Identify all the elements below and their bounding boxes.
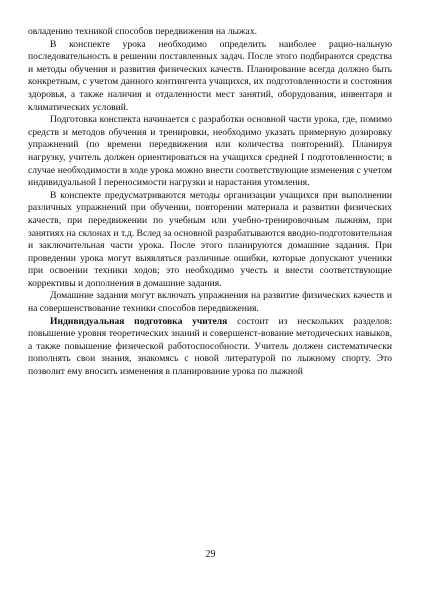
paragraph-2 (28, 39, 392, 115)
paragraph-6-term: Индивидуальная подготовка учителя (50, 315, 228, 327)
paragraph-1 (28, 26, 392, 39)
paragraph-5 (28, 290, 392, 315)
paragraph-1-text: овладению техникой способов передвижения на лыжах. (28, 26, 258, 37)
paragraph-5-text: Домашние задания могут включать упражнения на развитие физических качеств и на совершенствование техники способов передвижения. (28, 290, 392, 315)
paragraph-4-text: В конспекте предусматриваются методы организации учащихся при выполнении различных упражнений при обучении, повторении материала и развитии физических качеств, при передвижении по учебным или учебно-тренировочным лыжням, при занятиях на склонах и т.д. Вслед за основной разрабатываются вводно-подготовительная и заключительная части урока. После этого планируются домашние задания. При проведении урока могут выявляться различные ошибки, которые допускают ученики при освоении техники ходов; это необходимо учесть и внести соответствующие коррективы и дополнения в домашние задания. (28, 189, 392, 289)
paragraph-4 (28, 190, 392, 291)
page-body (28, 26, 392, 379)
page-number: 29 (205, 549, 216, 560)
paragraph-3-text: Подготовка конспекта начинается с разработки основной части урока, где, помимо средств и методов обучения и тренировки, необходимо указать примерную дозировку упражнений (по времени передвижения или количества повторений). Планируя нагрузку, учитель должен ориентироваться на учащихся средней I подготовленности; в случае необходимости в ходе урока можно внести соответствующие изменения с учетом индивидуальной I переносимости нагрузки и нарастания утомления. (28, 114, 392, 189)
paragraph-6-text: состоит из нескольких разделов: повышение уровня теоретических знаний и совершенст-вование методических навыков, а также повышение физической работоспособности. Учитель должен систематически пополнять свои знания, знакомясь с новой литературой по лыжному спорту. Это позволит ему вносить изменения в планирование урока по лыжной (28, 315, 392, 378)
paragraph-2-text: В конспекте урока необходимо определить наиболее рацио-нальную последовательность в решении поставленных задач. После этого подбираются средства и методы обучения и развития физических качеств. Планирование всегда должно быть конкретным, с учетом данного контингента учащихся, их подготовленности и состояния здоровья, а также наличия и отдаленности мест занятий, оборудования, инвентаря и климатических условий. (28, 38, 392, 113)
paragraph-6 (28, 316, 392, 379)
paragraph-3 (28, 114, 392, 190)
